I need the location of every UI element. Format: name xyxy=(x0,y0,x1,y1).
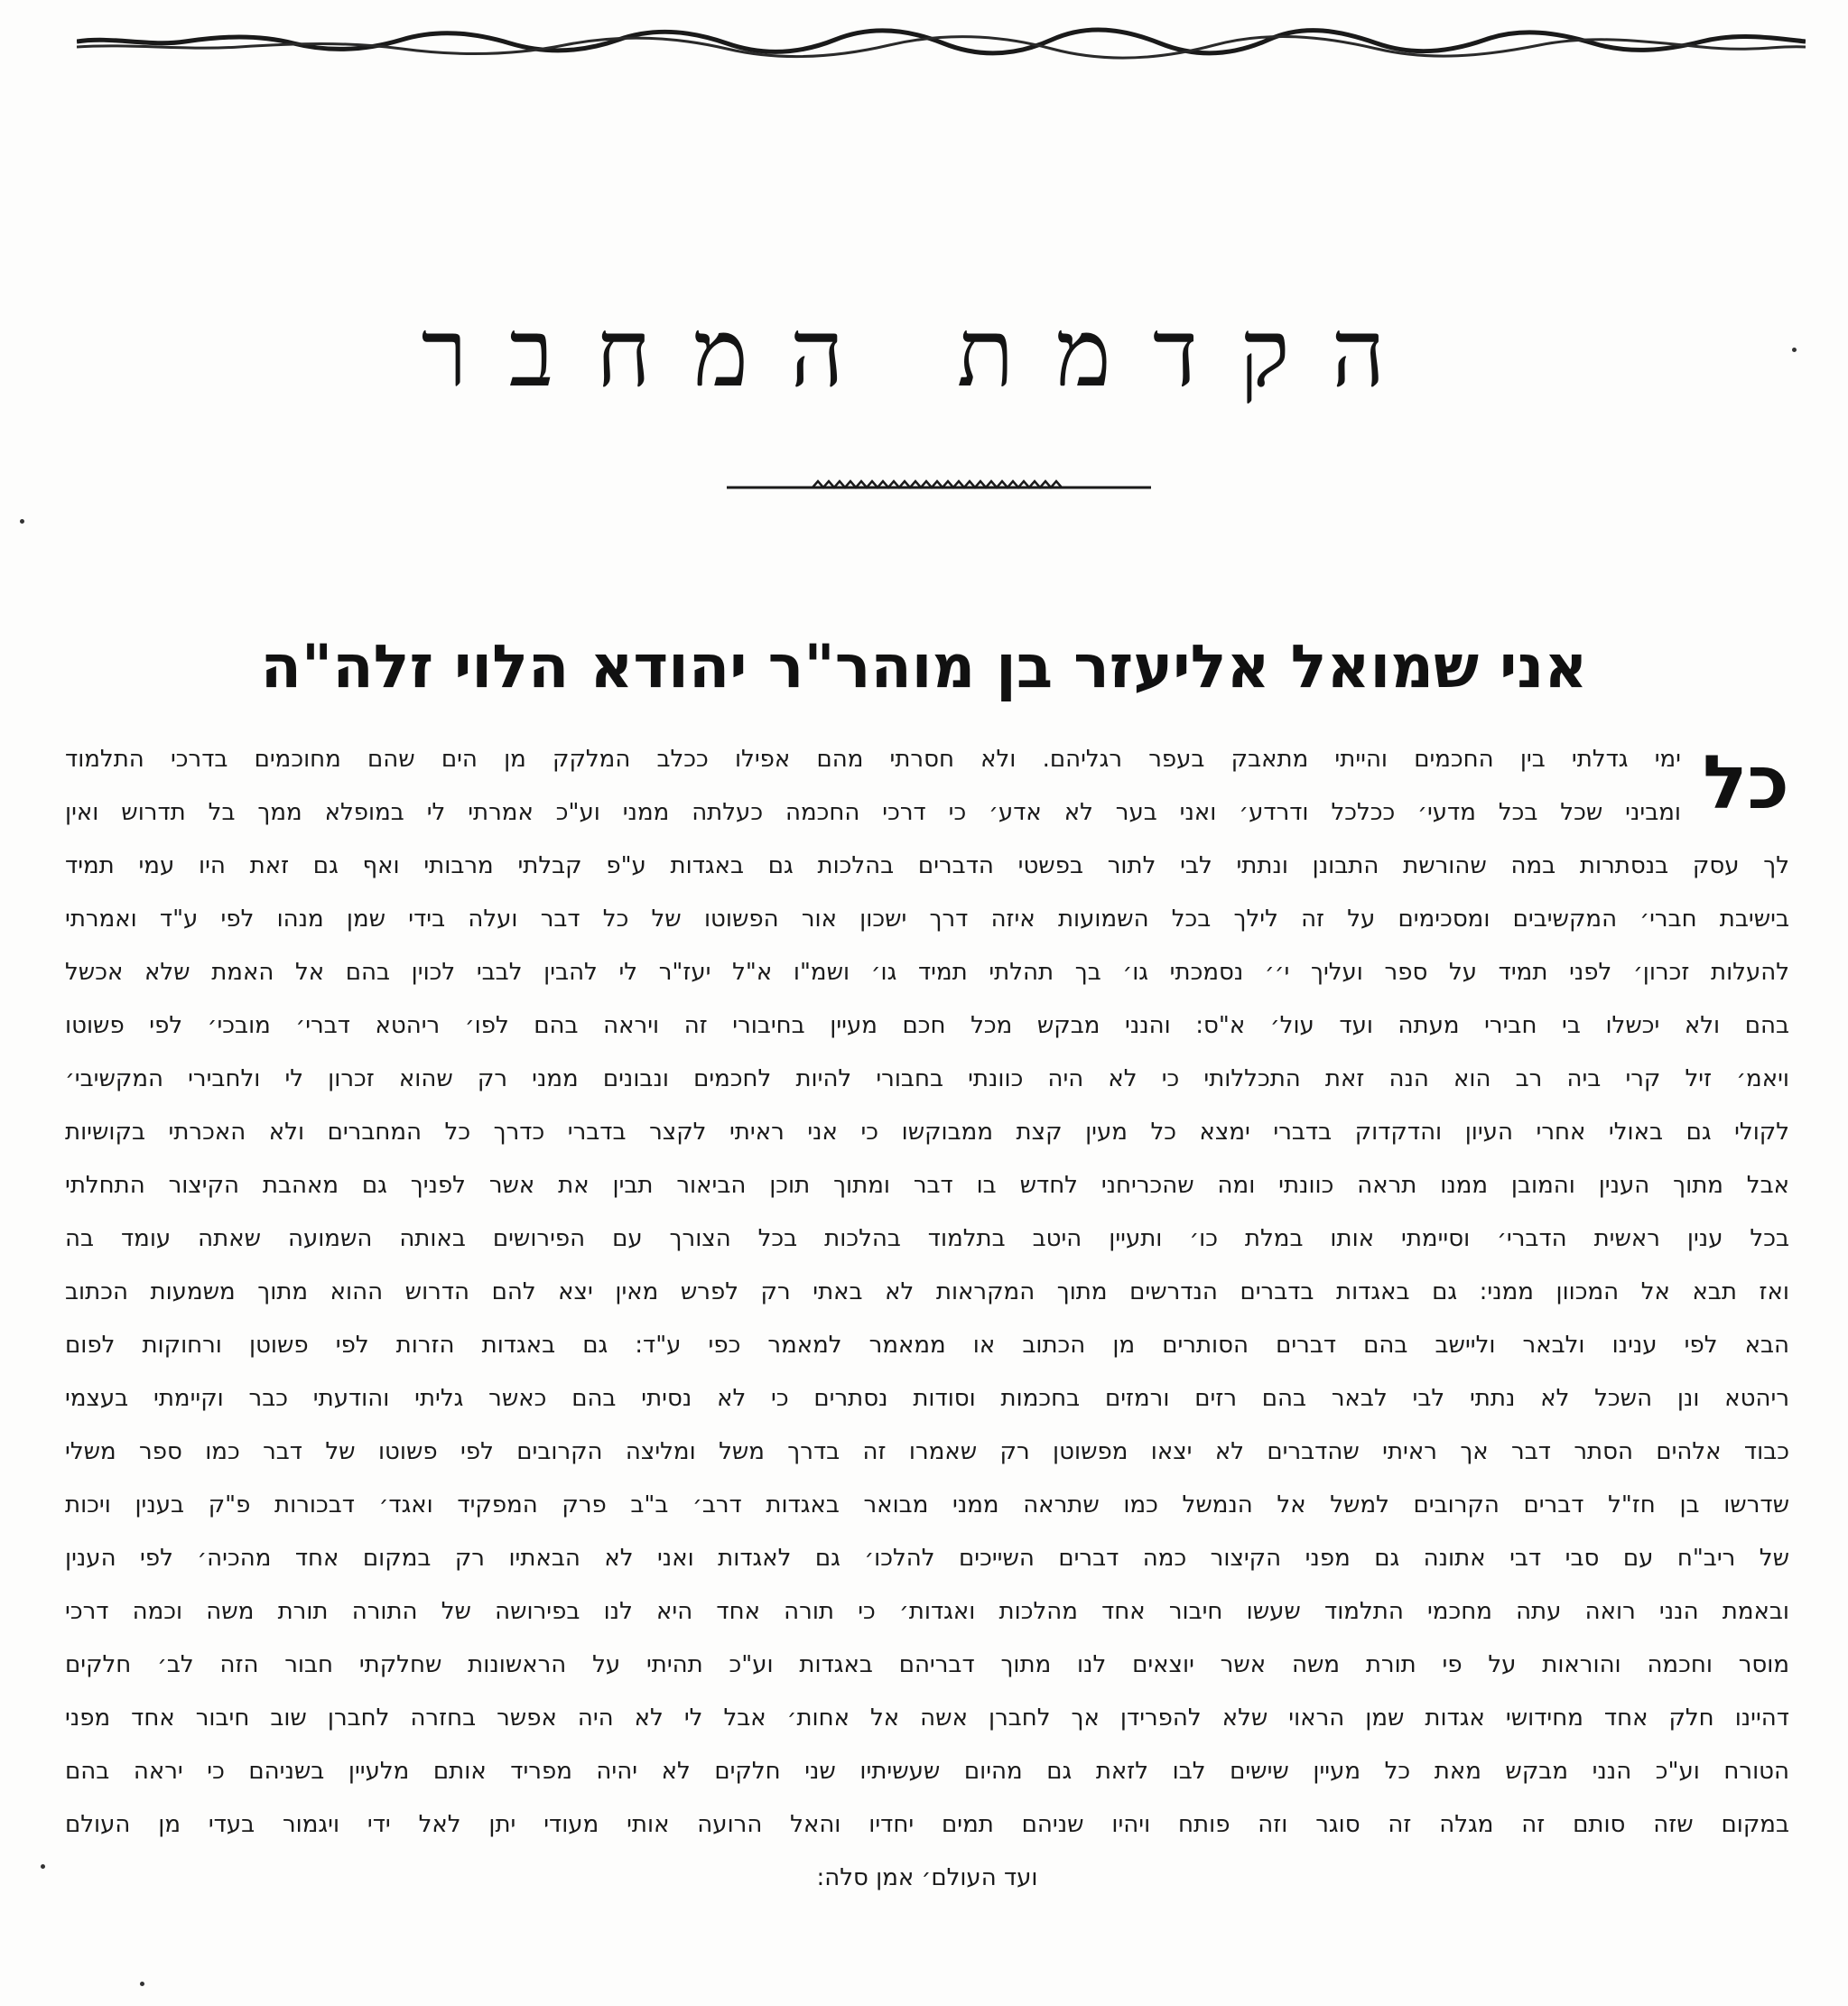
top-decorative-border xyxy=(77,16,1806,61)
text-line: אבל מתוך הענין והמובן ממנו תראה כוונתי ומה שהכריחני לחדש בו דבר ומתוך תוכן הביאור תבין את אשר לפניך גם מאהבת הקיצור התחלתי xyxy=(65,1172,1789,1199)
text-line: ומביני שכל בכל מדעי׳ ככלכל ודרדע׳ ואני בער לא אדע׳ כי דרכי החכמה כעלתה ממני וע"כ אמרתי לי במופלא ממך בל תדרוש ואין xyxy=(65,799,1681,826)
text-line: ריהטא ונן השכל לא נתתי לבי לבאר בהם רזים ורמזים בחכמות וסודות נסתרים כי לא נסיתי בהם כאשר גליתי והודעתי כבר וקיימתי בעצמי xyxy=(65,1385,1789,1412)
text-line: הטורח וע"כ הנני מבקש מאת כל מעיין שישים לבו לזאת גם מהיום שעשיתיו שני חלקים לא יהיה מפריד אותם מלעיין בשניהם כי יראה בהם xyxy=(65,1758,1789,1785)
text-line: בכל ענין ראשית הדברי׳ וסיימתי אותו במלת כו׳ ותעיין היטב בתלמוד בהלכות בכל הצורך עם הפירושים באותה השמועה שאתה עומד בה xyxy=(65,1225,1789,1252)
text-line: ובאמת הנני רואה עתה מחכמי התלמוד שעשו חיבור אחד מהלכות ואגדות׳ כי תורה אחד היא לנו בפירושה של התורה תורת משה וכמה דרכי xyxy=(65,1598,1789,1625)
text-line: בישיבת חברי׳ המקשיבים ומסכימים על זה לילך בכל השמועות איזה דרך ישכון אור הפשוטו של כל דבר ועלה בידי שמן מנהו לפי ע"ד ואמרתי xyxy=(65,905,1789,933)
title-ornamental-rule xyxy=(727,477,1151,495)
scan-speck xyxy=(20,519,24,524)
text-line: דהיינו חלק אחד מחידושי אגדות שמן הראוי שלא להפרידן אך לחברן אשה אל אחות׳ אבל לי לא היה אפשר בחזרה לחברן שוב חיבור אחד מפני xyxy=(65,1704,1789,1732)
text-line: במקום שזה סותם זה מגלה זה סוגר וזה פותח ויהיו שניהם תמים יחדיו והאל הרועה אותי מעודי יתן לאל ידי ויגמור בעדי מן העולם xyxy=(65,1811,1789,1838)
text-line: להעלות זכרון׳ לפני תמיד על ספר ועליך י׳׳ נסמכתי גו׳ בך תהלתי תמיד גו׳ ושמ"ו א"ל יעז"ר לי להבין לבבי לכוין בהם אל האמת שלא אכשל xyxy=(65,959,1789,986)
text-line: מוסר וחכמה והוראות על פי תורת משה אשר יוצאים לנו מתוך דבריהם באגדות וע"כ תהיתי על הראשונות שחלקתי חבור הזה לב׳ חלקים xyxy=(65,1651,1789,1678)
introduction-body xyxy=(65,733,1789,1905)
text-line: ימי גדלתי בין החכמים והייתי מתאבק בעפר רגליהם. ולא חסרתי מהם אפילו ככלב המלקק מן הים שהם מחוכמים בדרכי התלמוד xyxy=(65,746,1681,773)
drop-cap: כל xyxy=(1702,740,1789,826)
text-line: שדרשו בן חז"ל דברים הקרובים למשל אל הנמשל כמו שתראה ממני מבואר באגדות דרב׳ ב"ב פרק המפקיד ואגד׳ דבכורות פ"ק בענין ויכות xyxy=(65,1491,1789,1518)
text-line: בהם ולא יכשלו בי חבירי מעתה ועד עול׳ א"ס: והנני מבקש מכל חכם מעיין בחיבורי זה ויראה בהם לפו׳ ריהטא דברי׳ מובכי׳ לפי פשוטו xyxy=(65,1012,1789,1039)
text-line: לקולי גם באולי אחרי העיון והדקדוק בדברי ימצא כל מעין קצת ממבוקשו כי אני ראיתי לקצר בדברי כדרך כל המחברים ולא האכרתי בקושיות xyxy=(65,1119,1789,1146)
text-line: ואז תבא אל המכוון ממני: גם באגדות בדברים הנדרשים מתוך המקראות לא באתי רק לפרש מאין יצא להם הדרוש ההוא מתוך משמעות הכתוב xyxy=(65,1278,1789,1305)
text-line: של ריב"ח עם סבי דבי אתונה גם מפני הקיצור כמה דברים השייכים להלכו׳ גם לאגדות ואני לא הבאתיו רק במקום אחד מהכיה׳ לפי הענין xyxy=(65,1545,1789,1572)
scan-speck xyxy=(41,1864,45,1869)
text-line-closing: ועד העולם׳ אמן סלה: xyxy=(816,1864,1038,1891)
text-line: לך עסק בנסתרות במה שהורשת התבונן ונתתי לבי לתור בפשטי הדברים בהלכות גם באגדות ע"פ קבלתי מרבותי ואף גם זאת היו עמי תמיד xyxy=(65,852,1789,879)
text-line: כבוד אלהים הסתר דבר אך ראיתי שהדברים לא יצאו מפשוטן רק שאמרו זה בדרך משל ומליצה הקרובים לפי פשוטו של דבר כמו ספר משלי xyxy=(65,1438,1789,1465)
page-title: הקדמת המחבר xyxy=(421,298,1427,408)
text-line: ויאמ׳ זיל קרי ביה רב הוא הנה זאת התכללותי כי לא היה כוונתי בחבורי להיות לחכמים ונבונים ממני רק שהוא זכרון לי ולחבירי המקשיבי׳ xyxy=(65,1065,1789,1092)
author-heading: אני שמואל אליעזר בן מוהר"ר יהודא הלוי זלה"ה xyxy=(260,632,1588,701)
text-line: הבא לפי ענינו ולבאר וליישב בהם דברים הסותרים מן הכתוב או ממאמר למאמר כפי ע"ד: גם באגדות הזרות לפי פשוטן ורחוקות לפום xyxy=(65,1332,1789,1359)
scan-speck xyxy=(140,1982,144,1986)
scan-speck xyxy=(1792,348,1797,352)
